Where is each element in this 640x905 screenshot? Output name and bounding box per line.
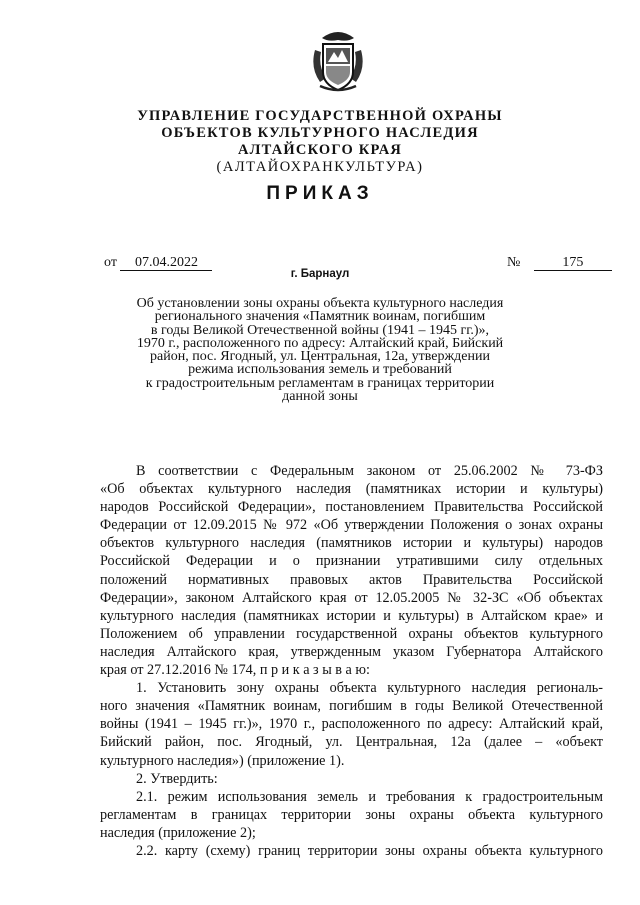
document-body xyxy=(100,462,603,860)
body-line: культурного наследия») (приложение 1). xyxy=(100,752,345,769)
number-prefix: № xyxy=(507,255,521,270)
subject-line: регионального значения «Памятник воинам, погибшим xyxy=(154,309,486,325)
org-short-name: (АЛТАЙОХРАНКУЛЬТУРА) xyxy=(216,159,424,175)
body-line: Положением об управлении государственной охраны объектов культурного xyxy=(100,625,603,642)
city: г. Барнаул xyxy=(290,268,350,280)
body-line: 2.2. карту (схему) границ территории зоны охраны объекта культурного xyxy=(136,842,603,859)
body-line: В соответствии с Федеральным законом от 25.06.2002 № 73-ФЗ xyxy=(136,463,603,479)
body-line: Российской Федерации и о признании утратившими силу отдельных xyxy=(100,553,603,570)
body-line: края от 27.12.2016 № 174, п р и к а з ы в а ю: xyxy=(100,662,370,679)
body-line: войны (1941 – 1945 гг.)», 1970 г., расположенного по адресу: Алтайский край, xyxy=(100,716,603,733)
subject-line: в годы Великой Отечественной войны (1941 – 1945 гг.)», xyxy=(150,322,490,338)
body-line: Федерации», законом Алтайского края от 12.05.2005 № 32-ЗС «Об объектах xyxy=(100,589,603,606)
body-line: регламентам в границах территории зоны охраны объекта культурного xyxy=(100,806,603,823)
body-line: наследия Алтайского края, утвержденным указом Губернатора Алтайского xyxy=(100,643,603,660)
body-line: ного значения «Памятник воинам, погибшим в годы Великой Отечественной xyxy=(100,698,603,715)
body-line: 2.1. режим использования земель и требования к градостроительным xyxy=(136,788,603,805)
body-line: Бийский район, пос. Ягодный, ул. Центральная, 12а (далее – «объект xyxy=(100,734,603,751)
document-number: 175 xyxy=(534,255,612,271)
body-line: народов Российской Федерации», постановлением Правительства Российской xyxy=(100,499,603,516)
altai-krai-coat-of-arms-icon xyxy=(312,28,364,94)
document-type: ПРИКАЗ xyxy=(266,183,374,204)
body-line: 1. Установить зону охраны объекта культурного наследия региональ- xyxy=(136,680,603,697)
org-name-line-2: ОБЪЕКТОВ КУЛЬТУРНОГО НАСЛЕДИЯ xyxy=(161,125,479,141)
subject-line: данной зоны xyxy=(282,389,358,405)
subject-line: район, пос. Ягодный, ул. Центральная, 12а, утверждении xyxy=(150,349,490,365)
subject-line: к градостроительным регламентам в границах территории xyxy=(145,375,495,391)
org-name-line-1: УПРАВЛЕНИЕ ГОСУДАРСТВЕННОЙ ОХРАНЫ xyxy=(137,108,503,124)
org-name-line-3: АЛТАЙСКОГО КРАЯ xyxy=(237,142,403,158)
subject-line: Об установлении зоны охраны объекта культурного наследия xyxy=(136,296,504,311)
subject-line: режима использования земель и требований xyxy=(188,362,452,378)
body-line: 2. Утвердить: xyxy=(136,770,218,787)
body-line: объектов культурного наследия (памятников истории и культуры) народов xyxy=(100,535,603,552)
body-line: культурного наследия (памятниках истории и культуры) в Алтайском крае» и xyxy=(100,607,603,624)
date-prefix: от xyxy=(104,255,117,270)
body-line: наследия (приложение 2); xyxy=(100,824,256,841)
body-line: положений нормативных правовых актов Правительства Российской xyxy=(100,571,603,588)
subject-line: 1970 г., расположенного по адресу: Алтайский край, Бийский xyxy=(136,335,504,351)
body-line: «Об объектах культурного наследия (памятниках истории и культуры) xyxy=(100,481,603,498)
document-date: 07.04.2022 xyxy=(120,255,212,271)
document-subject xyxy=(110,297,530,403)
body-line: Федерации от 12.09.2015 № 972 «Об утверждении Положения о зонах охраны xyxy=(100,517,603,534)
